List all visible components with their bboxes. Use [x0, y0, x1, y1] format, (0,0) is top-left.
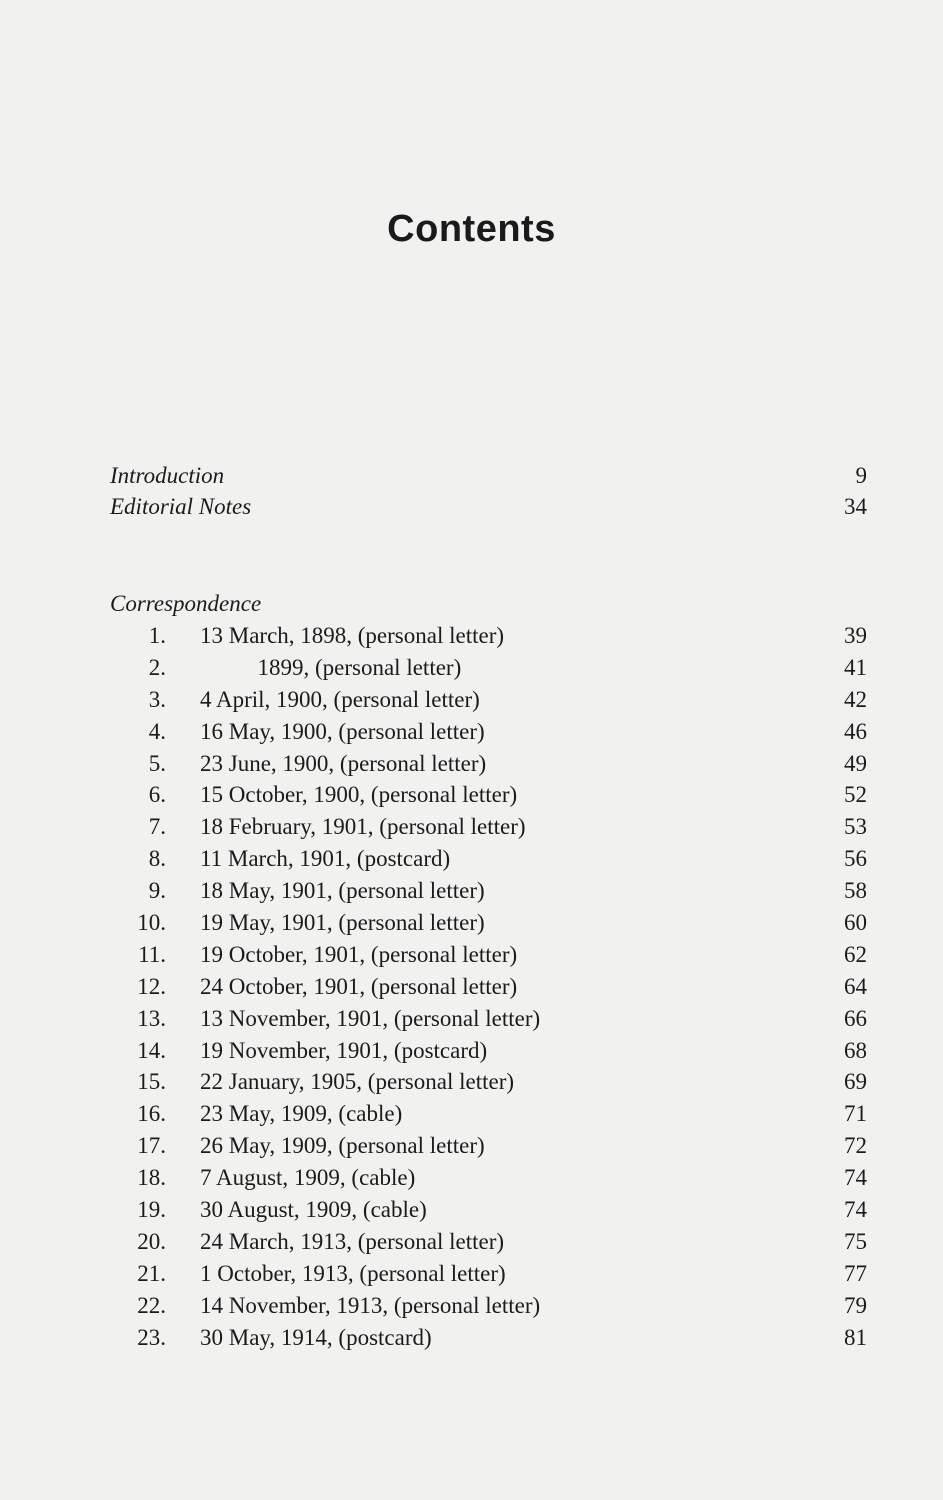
toc-item-editorial-notes[interactable]	[110, 494, 867, 524]
toc-entry[interactable]	[110, 684, 867, 716]
toc-entry[interactable]	[110, 1290, 867, 1322]
toc-entry[interactable]	[110, 811, 867, 843]
entry-text: 7 August, 1909, (cable)	[200, 1165, 416, 1191]
toc-entry[interactable]	[110, 620, 867, 652]
toc-entry[interactable]	[110, 939, 867, 971]
toc-entry[interactable]	[110, 1066, 867, 1098]
toc-entry[interactable]	[110, 1258, 867, 1290]
entry-text: 18 May, 1901, (personal letter)	[200, 878, 485, 904]
correspondence-list	[110, 620, 867, 1353]
toc-entry[interactable]	[110, 652, 867, 684]
entry-number: 17.	[137, 1133, 166, 1159]
entry-page-number: 66	[844, 1005, 867, 1031]
entry-text: 19 November, 1901, (postcard)	[200, 1037, 488, 1063]
entry-page-number: 60	[844, 910, 867, 936]
toc-item-label: Introduction	[110, 463, 225, 488]
toc-entry[interactable]	[110, 748, 867, 780]
entry-page-number: 77	[844, 1260, 867, 1286]
entry-page-number: 69	[844, 1069, 867, 1095]
toc-entry[interactable]	[110, 875, 867, 907]
entry-text: 23 June, 1900, (personal letter)	[200, 750, 487, 776]
entry-text: 26 May, 1909, (personal letter)	[200, 1133, 485, 1159]
entry-page-number: 52	[844, 782, 867, 808]
entry-text: 16 May, 1900, (personal letter)	[200, 718, 485, 744]
toc-entry[interactable]	[110, 779, 867, 811]
entry-number: 2.	[148, 654, 166, 680]
entry-text: 30 May, 1914, (postcard)	[200, 1324, 432, 1350]
entry-text: 30 August, 1909, (cable)	[200, 1197, 427, 1223]
toc-entry[interactable]	[110, 1162, 867, 1194]
section-heading-correspondence: Correspondence	[110, 591, 262, 616]
entry-number: 23.	[137, 1324, 166, 1350]
entry-page-number: 79	[844, 1292, 867, 1318]
toc-entry[interactable]	[110, 971, 867, 1003]
toc-entry[interactable]	[110, 1322, 867, 1354]
toc-entry[interactable]	[110, 1226, 867, 1258]
entry-text: 1899, (personal letter)	[200, 654, 462, 680]
entry-page-number: 75	[844, 1228, 867, 1254]
toc-entry[interactable]	[110, 1130, 867, 1162]
entry-number: 3.	[148, 686, 166, 712]
entry-number: 16.	[137, 1101, 166, 1127]
entry-text: 19 May, 1901, (personal letter)	[200, 910, 485, 936]
page-title: Contents	[387, 208, 556, 250]
entry-text: 14 November, 1913, (personal letter)	[200, 1292, 541, 1318]
toc-item-page-number: 34	[844, 494, 867, 519]
entry-number: 11.	[138, 941, 166, 967]
toc-entry[interactable]	[110, 1098, 867, 1130]
entry-text: 15 October, 1900, (personal letter)	[200, 782, 518, 808]
entry-text: 24 March, 1913, (personal letter)	[200, 1228, 505, 1254]
entry-text: 24 October, 1901, (personal letter)	[200, 973, 518, 999]
entry-page-number: 68	[844, 1037, 867, 1063]
entry-number: 7.	[148, 814, 166, 840]
entry-number: 13.	[137, 1005, 166, 1031]
entry-number: 12.	[137, 973, 166, 999]
entry-number: 4.	[148, 718, 166, 744]
entry-number: 10.	[137, 910, 166, 936]
entry-page-number: 74	[844, 1165, 867, 1191]
entry-page-number: 56	[844, 846, 867, 872]
toc-item-label: Editorial Notes	[110, 494, 252, 519]
toc-entry[interactable]	[110, 1035, 867, 1067]
entry-text: 4 April, 1900, (personal letter)	[200, 686, 480, 712]
entry-number: 18.	[137, 1165, 166, 1191]
entry-text: 11 March, 1901, (postcard)	[200, 846, 451, 872]
entry-number: 6.	[148, 782, 166, 808]
entry-page-number: 72	[844, 1133, 867, 1159]
toc-entry[interactable]	[110, 716, 867, 748]
entry-page-number: 39	[844, 623, 867, 648]
toc-item-page-number: 9	[855, 463, 867, 488]
entry-page-number: 42	[844, 686, 867, 712]
entry-number: 1.	[148, 623, 166, 648]
entry-page-number: 74	[844, 1197, 867, 1223]
entry-number: 20.	[137, 1228, 166, 1254]
entry-text: 19 October, 1901, (personal letter)	[200, 941, 518, 967]
entry-text: 13 November, 1901, (personal letter)	[200, 1005, 541, 1031]
entry-number: 21.	[137, 1260, 166, 1286]
entry-page-number: 53	[844, 814, 867, 840]
entry-text: 18 February, 1901, (personal letter)	[200, 814, 526, 840]
entry-page-number: 62	[844, 941, 867, 967]
entry-number: 8.	[148, 846, 166, 872]
entry-text: 22 January, 1905, (personal letter)	[200, 1069, 515, 1095]
entry-page-number: 71	[844, 1101, 867, 1127]
entry-page-number: 64	[844, 973, 867, 999]
entry-text: 1 October, 1913, (personal letter)	[200, 1260, 506, 1286]
entry-page-number: 58	[844, 878, 867, 904]
entry-text: 23 May, 1909, (cable)	[200, 1101, 403, 1127]
entry-page-number: 81	[844, 1324, 867, 1350]
entry-page-number: 41	[844, 654, 867, 680]
entry-page-number: 46	[844, 718, 867, 744]
entry-number: 5.	[148, 750, 166, 776]
toc-entry[interactable]	[110, 1194, 867, 1226]
entry-number: 9.	[148, 878, 166, 904]
entry-page-number: 49	[844, 750, 867, 776]
entry-number: 14.	[137, 1037, 166, 1063]
toc-entry[interactable]	[110, 843, 867, 875]
toc-entry[interactable]	[110, 907, 867, 939]
entry-number: 19.	[137, 1197, 166, 1223]
entry-text: 13 March, 1898, (personal letter)	[200, 623, 505, 648]
toc-entry[interactable]	[110, 1003, 867, 1035]
entry-number: 22.	[137, 1292, 166, 1318]
entry-number: 15.	[137, 1069, 166, 1095]
toc-item-introduction[interactable]	[110, 463, 867, 493]
